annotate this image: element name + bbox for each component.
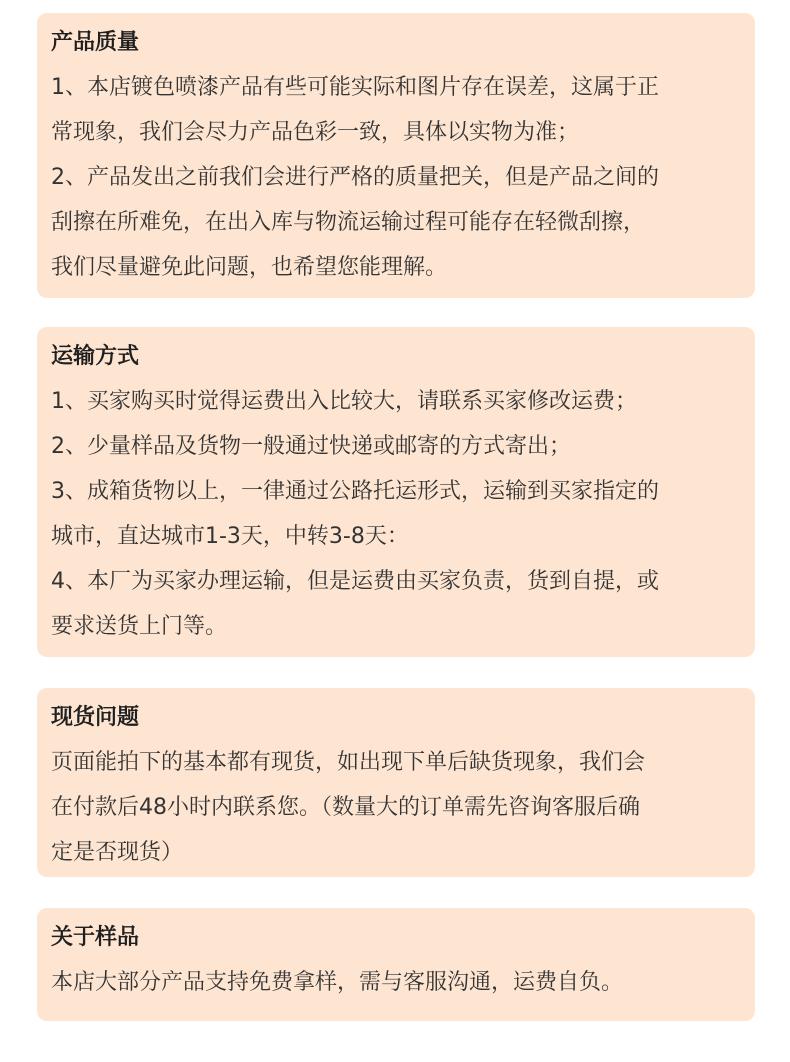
section-stock-issues xyxy=(37,688,755,877)
body-line: 2、少量样品及货物一般通过快递或邮寄的方式寄出； xyxy=(51,434,571,459)
body-line: 我们尽量避免此问题，也希望您能理解。 xyxy=(51,255,448,280)
body-line: 常现象，我们会尽力产品色彩一致，具体以实物为准； xyxy=(51,120,580,145)
body-line: 要求送货上门等。 xyxy=(51,614,228,639)
section-body xyxy=(51,740,741,875)
body-line: 城市，直达城市1-3天，中转3-8天： xyxy=(51,524,409,549)
body-line: 刮擦在所难免，在出入库与物流运输过程可能存在轻微刮擦， xyxy=(51,210,646,235)
section-body xyxy=(51,65,741,290)
section-about-samples xyxy=(37,908,755,1021)
body-line: 1、买家购买时觉得运费出入比较大，请联系买家修改运费； xyxy=(51,389,637,414)
section-title: 产品质量 xyxy=(51,30,140,55)
body-line: 定是否现货） xyxy=(51,840,184,865)
section-shipping-method xyxy=(37,327,755,657)
body-line: 4、本厂为买家办理运输，但是运费由买家负责，货到自提，或 xyxy=(51,569,659,594)
body-line: 1、本店镀色喷漆产品有些可能实际和图片存在误差，这属于正 xyxy=(51,75,659,100)
body-line: 本店大部分产品支持免费拿样，需与客服沟通，运费自负。 xyxy=(51,970,624,995)
section-title: 关于样品 xyxy=(51,925,140,950)
section-product-quality xyxy=(37,13,755,298)
section-title: 现货问题 xyxy=(51,705,140,730)
body-line: 2、产品发出之前我们会进行严格的质量把关，但是产品之间的 xyxy=(51,165,659,190)
body-line: 在付款后48小时内联系您。（数量大的订单需先咨询客服后确 xyxy=(51,795,640,820)
body-line: 页面能拍下的基本都有现货，如出现下单后缺货现象，我们会 xyxy=(51,750,646,775)
section-title: 运输方式 xyxy=(51,344,140,369)
section-body xyxy=(51,379,741,649)
section-body xyxy=(51,960,741,1005)
body-line: 3、成箱货物以上，一律通过公路托运形式，运输到买家指定的 xyxy=(51,479,659,504)
